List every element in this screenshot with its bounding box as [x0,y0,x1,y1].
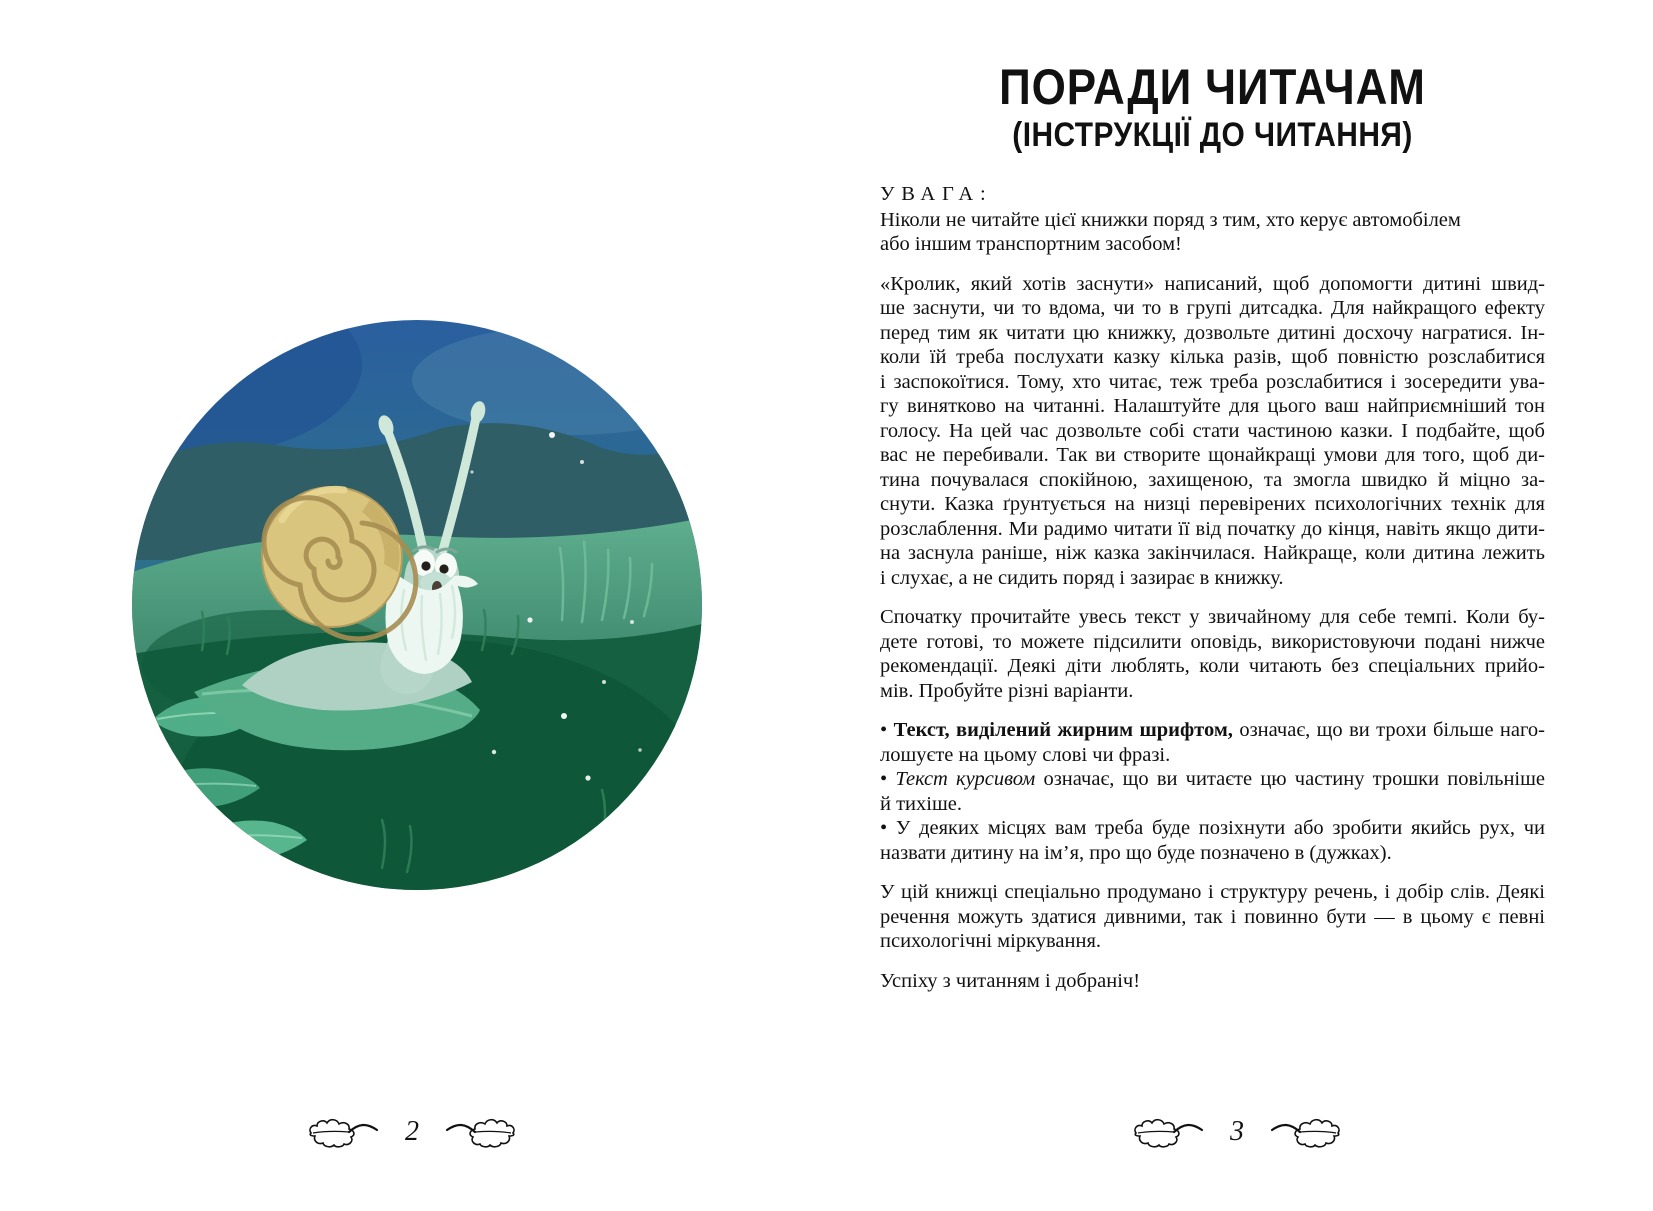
page-number-right: 3 [1230,1116,1244,1147]
text-line: назвати дитину на ім’я, про що буде позначено в (дужках). [880,841,1392,864]
text-line: й тихіше. [880,792,962,815]
page-footer-right [1128,1116,1346,1148]
text-line: • Текст, виділений жирним шрифтом, означає, що ви трохи більше наго- [880,719,1545,741]
right-page-content [880,59,1546,1008]
text-line: на заснула раніше, ніж казка закінчилася. Найкраще, коли дитина лежить [880,542,1545,564]
page-number-left: 2 [405,1116,419,1147]
paragraph-2 [880,605,1545,703]
bullet-item-bold [880,718,1545,767]
text-line: Спочатку прочитайте увесь текст у звичайному для себе темпі. Коли бу- [880,606,1545,628]
text-line: голосу. На цей час дозвольте собі стати частиною казки. І подбайте, щоб [880,419,1545,442]
text-line: У цій книжці спеціально продумано і структуру речень, і добір слів. Деякі [880,881,1545,903]
text-line: розслаблення. Ми радимо читати її від початку до кінця, навіть якщо дити- [880,517,1545,540]
paragraph-1 [880,272,1545,591]
text-line: коли їй треба послухати казку кілька разів, щоб повністю розслабитися [880,346,1545,368]
text-line: мів. Пробуйте різні варіанти. [880,679,1134,702]
text-line: дете готові, то можете підсилити оповідь, використовуючи подані нижче [880,630,1545,653]
bullet-item-italic [880,767,1545,816]
text-line: тина почувалася спокійною, захищеною, та змогла швидко й міцно за- [880,468,1545,491]
text-line: • Текст курсивом означає, що ви читаєте цю частину трошки повільніше [880,768,1546,790]
text-line: або іншим транспортним засобом! [880,233,1182,255]
text-line: перед тим як читати цю книжку, дозвольте дитині досхочу награтися. Ін- [880,321,1545,344]
page-title-line2: (ІНСТРУКЦІЇ ДО ЧИТАННЯ) [1012,116,1413,154]
page-title-line1: ПОРАДИ ЧИТАЧАМ [999,59,1426,115]
text-line: «Кролик, який хотів заснути» написаний, щоб допомогти дитині швид- [880,272,1545,295]
text-line: Ніколи не читайте цієї книжки поряд з тим, хто керує автомобілем [880,208,1461,231]
bullet-item-actions [880,816,1545,865]
oak-leaf-ornament-icon [303,1116,379,1148]
body-text [880,182,1545,993]
text-line: лошуєте на цьому слові чи фразі. [880,743,1171,766]
text-line: ше заснути, чи то вдома, чи то в групі дитсадка. Для найкращого ефекту [880,297,1545,319]
closing-line [880,969,1545,994]
page-title [880,59,1545,154]
attention-label: УВАГА: [880,183,993,205]
text-line: речення можуть здатися дивними, так і повинно бути — в цьому є певні [880,905,1545,928]
oak-leaf-ornament-icon [445,1116,521,1148]
text-line: психологічні міркування. [880,930,1102,952]
page-footer-left [303,1116,521,1148]
snail-illustration [132,320,702,890]
text-line: • У деяких місцях вам треба буде позіхнути або зробити якийсь рух, чи [880,817,1545,839]
paragraph-4 [880,880,1545,954]
text-line: і заспокоїтися. Тому, хто читає, теж треба розслабитися і зосередити ува- [880,370,1545,393]
snail-illustration-svg [132,320,702,890]
attention-block [880,182,1545,257]
attention-lines [880,208,1545,257]
text-line: гу винятково на читанні. Налаштуйте для цього ваш найприємніший тон [880,395,1545,417]
text-line: вас не перебивали. Так ви створите щонайкращі умови для того, щоб ди- [880,444,1545,466]
text-line: снути. Казка ґрунтується на низці перевірених психологічних технік для [880,493,1545,515]
text-line: і слухає, а не сидить поряд і зазирає в книжку. [880,566,1284,589]
text-line: Успіху з читанням і добраніч! [880,969,1141,992]
oak-leaf-ornament-icon [1270,1116,1346,1148]
oak-leaf-ornament-icon [1128,1116,1204,1148]
text-line: рекомендації. Деякі діти люблять, коли читають без спеціальних прийо- [880,655,1545,677]
